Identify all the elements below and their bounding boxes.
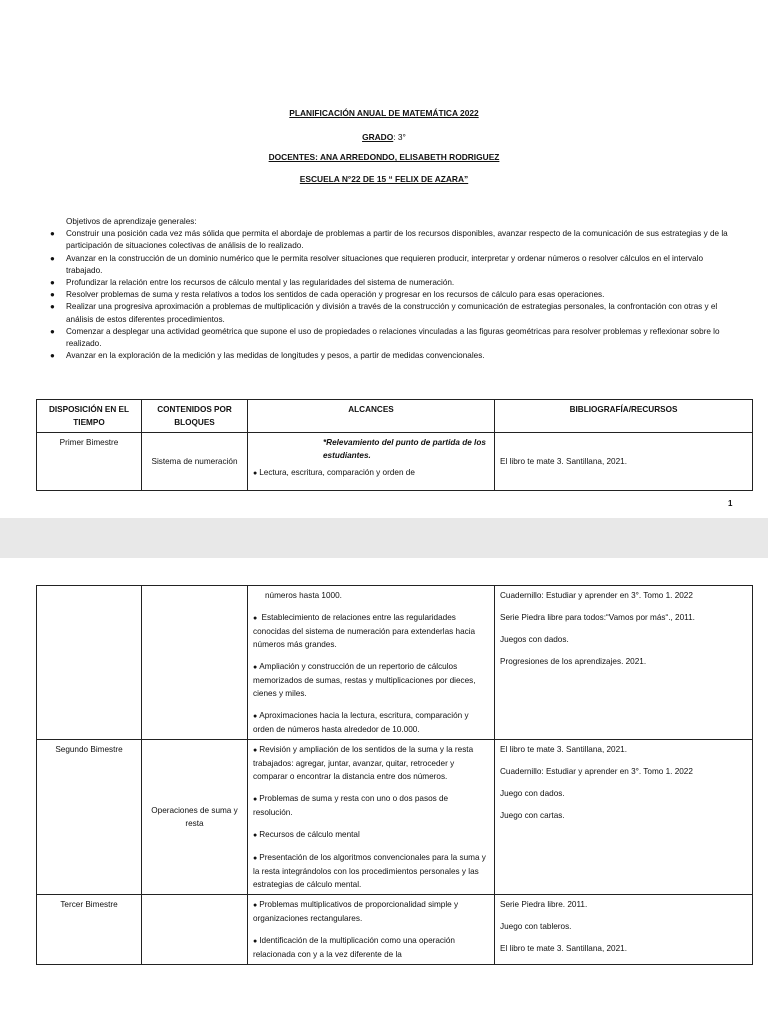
bullet-icon: ● — [50, 290, 55, 300]
table-header-row — [37, 400, 753, 433]
scope-cell — [248, 740, 495, 895]
objective-item: ● Construir una posición cada vez más sólida que permita el abordaje de problemas a partir de los recursos disponibles, avanzar respecto de la comunicación de sus estrategias y de la participación de situaciones colectivas de análisis de lo realizado. — [50, 228, 730, 252]
scope-item: ● Establecimiento de relaciones entre las regularidades conocidas del sistema de numeración para extenderlas hacia números más grandes. — [253, 611, 489, 651]
header-contents: CONTENIDOS POR BLOQUES — [142, 400, 248, 433]
scope-item: números hasta 1000. — [265, 591, 342, 600]
grade-value: : 3° — [393, 132, 406, 142]
scope-cell — [248, 895, 495, 965]
table-row — [37, 740, 753, 895]
resource-item: Juegos con dados. — [500, 635, 569, 644]
block-cell — [142, 586, 248, 740]
resource-item: Juego con dados. — [500, 789, 565, 798]
bullet-icon: ● — [50, 302, 55, 312]
scope-item: ● Revisión y ampliación de los sentidos de la suma y la resta trabajados: agregar, juntar, avanzar, quitar, retroceder y comparar o encontrar la distancia entre dos números. — [253, 743, 489, 783]
block-cell: Operaciones de suma y resta — [142, 740, 248, 895]
resource-cell — [495, 895, 753, 965]
document-page-2 — [0, 558, 768, 1024]
objective-item: ● Realizar una progresiva aproximación a problemas de multiplicación y división a través de la construcción y comunicación de estrategias personales, la confrontación con otras y el análisis de estos diferentes procedimientos. — [50, 301, 730, 325]
resource-item: Juego con cartas. — [500, 811, 565, 820]
objective-item: ● Avanzar en la exploración de la medición y las medidas de longitudes y pesos, a partir de medidas convencionales. — [50, 350, 730, 362]
school-line: ESCUELA N°22 DE 15 “ FELIX DE AZARA” — [299, 174, 469, 184]
page-gap — [0, 518, 768, 558]
checkbox-glyph-icon — [50, 216, 66, 228]
scope-item: ● Problemas de suma y resta con uno o dos pasos de resolución. — [253, 792, 489, 819]
scope-item: ● Presentación de los algoritmos convencionales para la suma y la resta integrándolos con los procedimientos personales y las estrategias de cálculo mental. — [253, 851, 489, 891]
block-cell — [142, 895, 248, 965]
table-row — [37, 586, 753, 740]
scope-item: ● Identificación de la multiplicación como una operación relacionada con y a la vez diferente de la — [253, 934, 489, 961]
resource-item: Cuadernillo: Estudiar y aprender en 3°. Tomo 1. 2022 — [500, 767, 693, 776]
objectives-intro: Objetivos de aprendizaje generales: — [50, 216, 730, 228]
resource-item: Serie Piedra libre. 2011. — [500, 900, 588, 909]
header-bibliography: BIBLIOGRAFÍA/RECURSOS — [495, 400, 753, 433]
scope-item: ● Recursos de cálculo mental — [253, 828, 489, 842]
resource-item: Juego con tableros. — [500, 922, 572, 931]
grade-line — [0, 132, 768, 142]
period-cell: Primer Bimestre — [37, 433, 142, 491]
scope-title: *Relevamiento del punto de partida de los estudiantes. — [323, 438, 486, 460]
planning-table-page-2 — [36, 585, 753, 965]
resource-item: Progresiones de los aprendizajes. 2021. — [500, 657, 647, 666]
table-row — [37, 895, 753, 965]
objective-item: ● Avanzar en la construcción de un dominio numérico que le permita resolver situaciones que requieren producir, interpretar y ordenar números o resolver cálculos en el intervalo trabajado. — [50, 253, 730, 277]
grade-label: GRADO — [362, 132, 394, 142]
scope-item: ● Ampliación y construcción de un repertorio de cálculos memorizados de sumas, restas y multiplicaciones por dieces, cienes y miles. — [253, 660, 489, 700]
scope-item: ● Lectura, escritura, comparación y orden de — [253, 466, 489, 480]
scope-item: ● Problemas multiplicativos de proporcionalidad simple y organizaciones rectangulares. — [253, 898, 489, 925]
bullet-icon: ● — [50, 229, 55, 239]
period-cell — [37, 586, 142, 740]
teachers-line: DOCENTES: ANA ARREDONDO, ELISABETH RODRIGUEZ — [268, 152, 500, 162]
resource-item: El libro te mate 3. Santillana, 2021. — [500, 745, 627, 754]
objectives-list — [50, 216, 730, 362]
resource-item: El libro te mate 3. Santillana, 2021. — [500, 944, 627, 953]
document-title: PLANIFICACIÓN ANUAL DE MATEMÁTICA 2022 — [289, 108, 479, 118]
resource-item: Serie Piedra libre para todos:“Vamos por más“., 2011. — [500, 613, 695, 622]
block-cell: Sistema de numeración — [142, 433, 248, 491]
period-cell: Segundo Bimestre — [37, 740, 142, 895]
resource-cell — [495, 740, 753, 895]
period-cell: Tercer Bimestre — [37, 895, 142, 965]
resource-cell — [495, 586, 753, 740]
bullet-icon: ● — [50, 326, 55, 336]
bullet-icon: ● — [50, 253, 55, 263]
planning-table-page-1 — [36, 399, 753, 491]
header-scope: ALCANCES — [248, 400, 495, 433]
table-row — [37, 433, 753, 491]
page-number: 1 — [728, 499, 733, 508]
resource-item: Cuadernillo: Estudiar y aprender en 3°. Tomo 1. 2022 — [500, 591, 693, 600]
objective-item: ● Comenzar a desplegar una actividad geométrica que supone el uso de propiedades o relaciones vinculadas a las figuras geométricas para resolver problemas y reflexionar sobre lo realizado. — [50, 326, 730, 350]
bullet-icon: ● — [50, 351, 55, 361]
objective-item: ● Profundizar la relación entre los recursos de cálculo mental y las regularidades del sistema de numeración. — [50, 277, 730, 289]
bullet-icon: ● — [50, 278, 55, 288]
scope-item: ● Aproximaciones hacia la lectura, escritura, comparación y orden de números hasta alrededor de 10.000. — [253, 709, 489, 736]
scope-cell — [248, 586, 495, 740]
resource-cell: El libro te mate 3. Santillana, 2021. — [495, 433, 753, 491]
scope-cell — [248, 433, 495, 491]
header-time: DISPOSICIÓN EN EL TIEMPO — [37, 400, 142, 433]
objective-item: ● Resolver problemas de suma y resta relativos a todos los sentidos de cada operación y progresar en los recursos de cálculo para esas operaciones. — [50, 289, 730, 301]
